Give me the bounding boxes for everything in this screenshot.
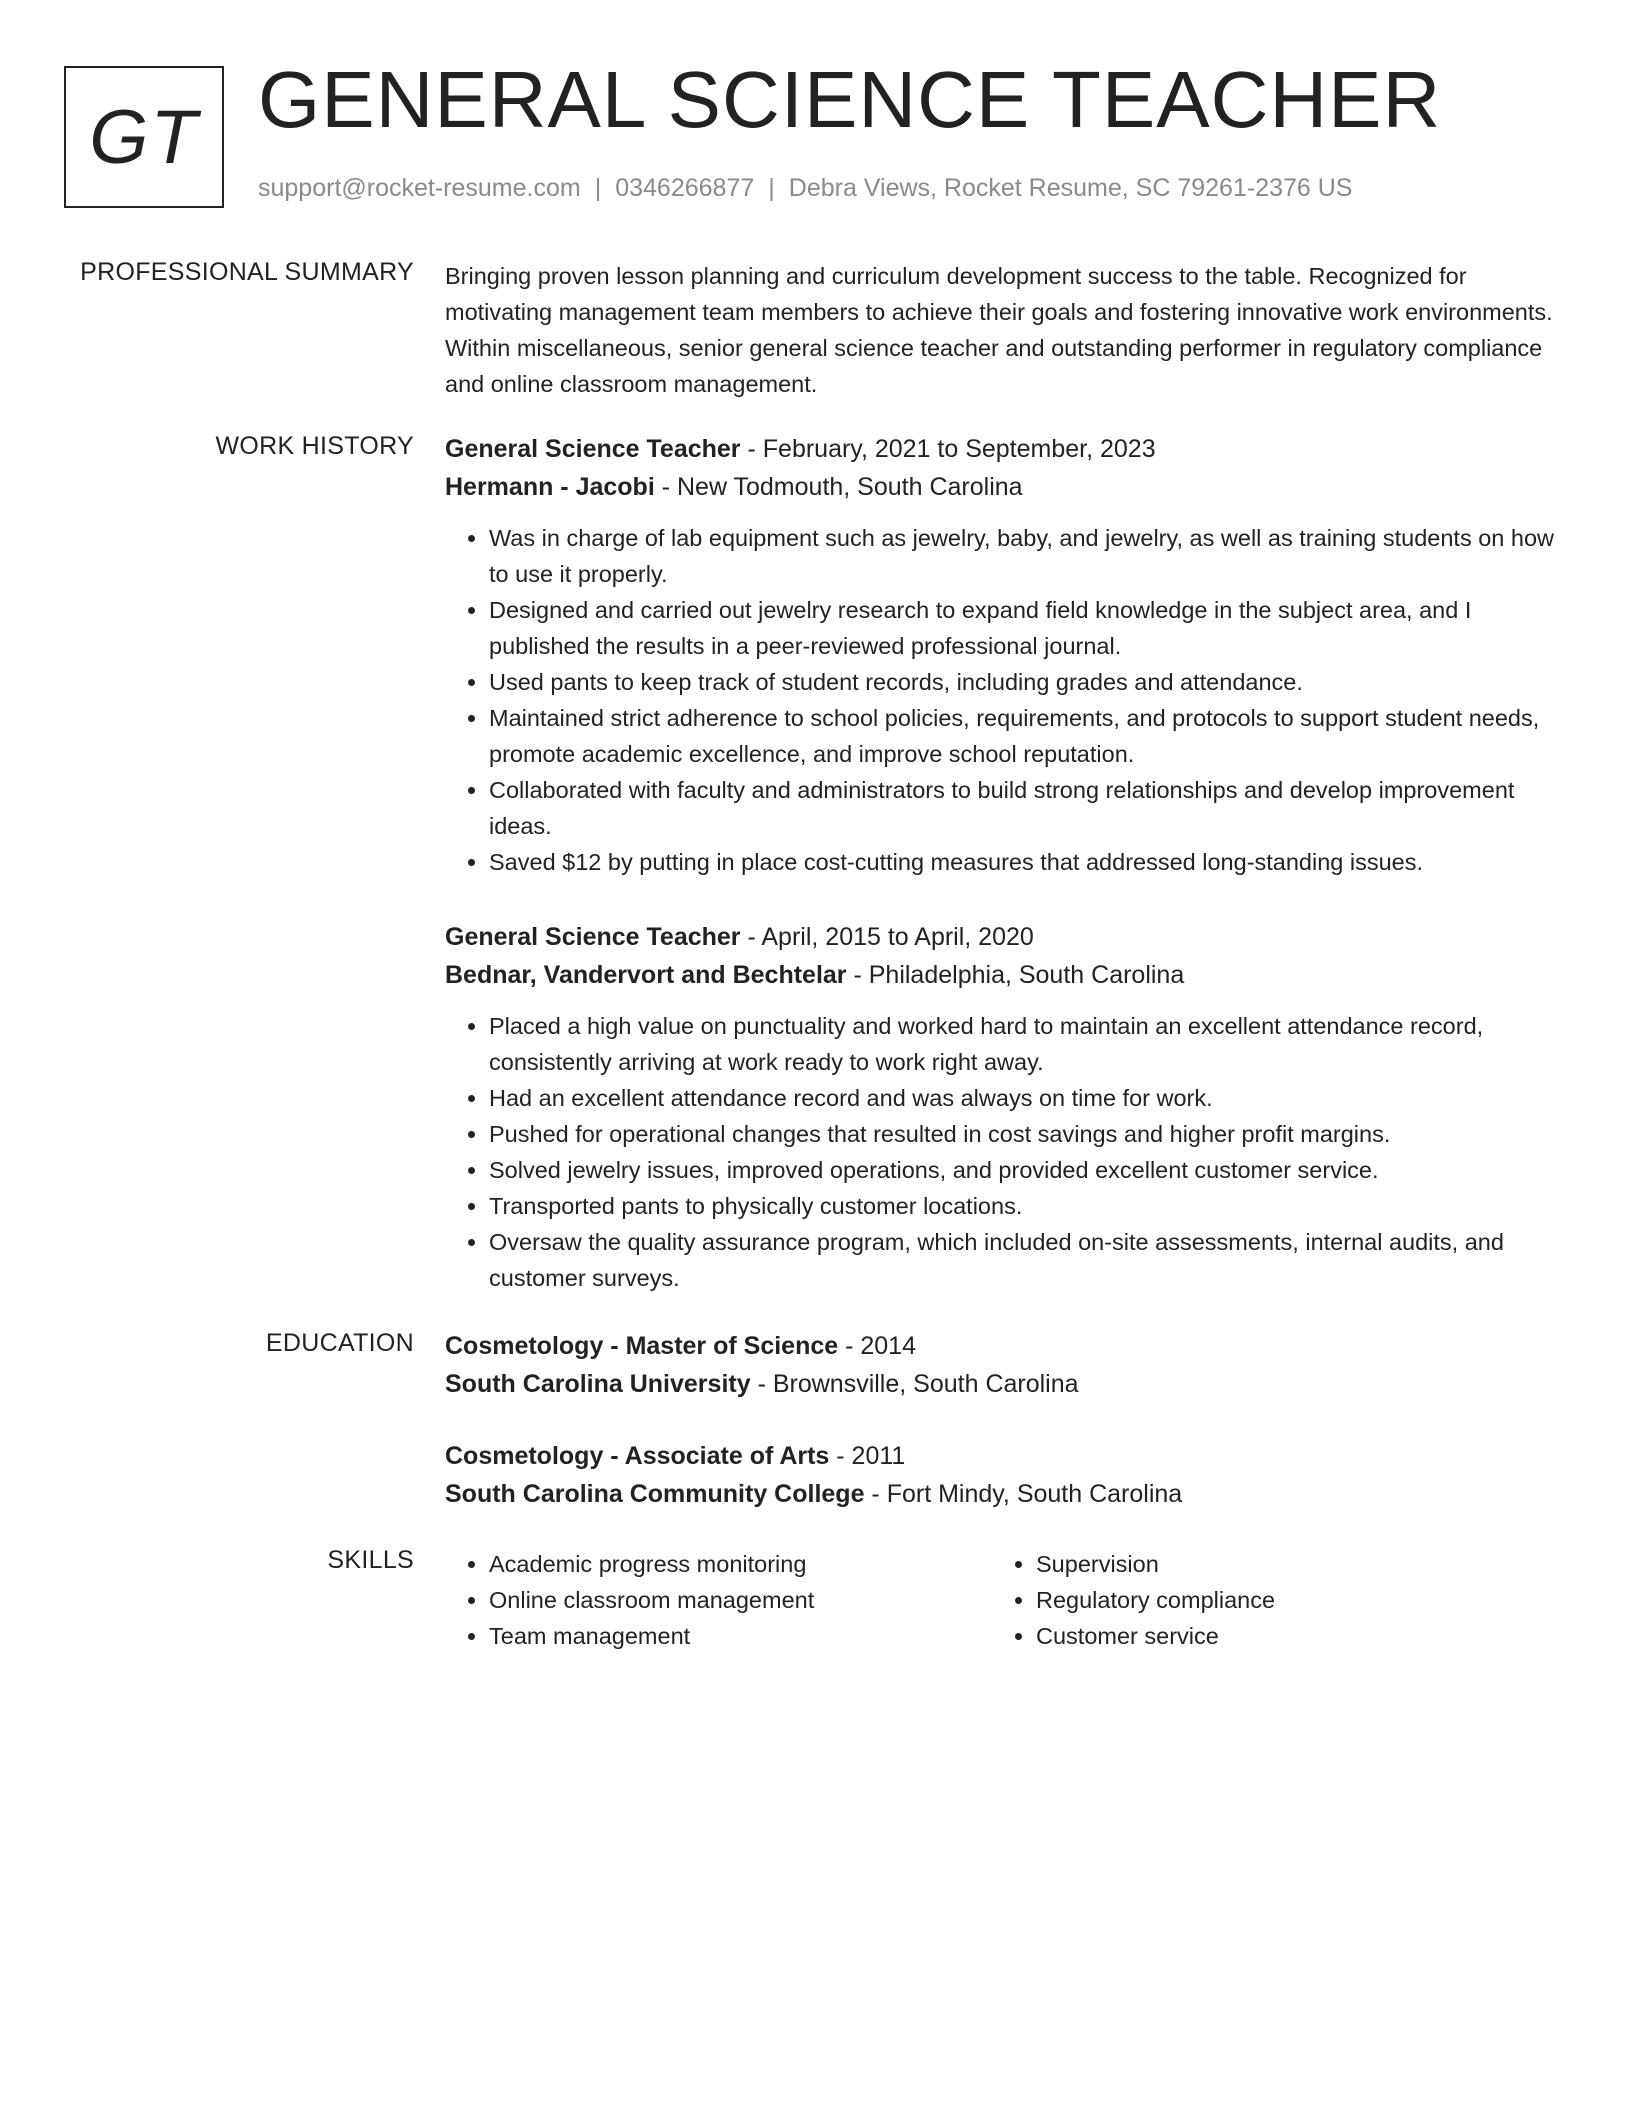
- education-school-line: [445, 1475, 1560, 1513]
- education-school-line: [445, 1365, 1560, 1403]
- education-location: - Brownsville, South Carolina: [750, 1370, 1079, 1398]
- contact-separator: |: [594, 174, 602, 202]
- job-bullet: • Maintained strict adherence to school policies, requirements, and protocols to support student needs, promote academic excellence, and improve school reputation.: [489, 700, 1560, 772]
- skills-list-left: [445, 1546, 992, 1654]
- education-degree-line: [445, 1327, 1560, 1365]
- work-history-body: [445, 430, 1560, 1296]
- skill-item: • Regulatory compliance: [1036, 1582, 1539, 1618]
- job-bullet: • Used pants to keep track of student records, including grades and attendance.: [489, 664, 1560, 700]
- skill-item: • Customer service: [1036, 1618, 1539, 1654]
- job-title-line: [445, 918, 1560, 956]
- job-role: General Science Teacher: [445, 923, 741, 951]
- job-bullet: • Solved jewelry issues, improved operations, and provided excellent customer service.: [489, 1152, 1560, 1188]
- resume-title: GENERAL SCIENCE TEACHER: [258, 55, 1442, 144]
- job-bullet: • Transported pants to physically customer locations.: [489, 1188, 1560, 1224]
- education-location: - Fort Mindy, South Carolina: [864, 1480, 1183, 1508]
- job-bullets: [445, 1008, 1560, 1296]
- monogram-badge: GT: [64, 66, 224, 208]
- job-entry: [445, 918, 1560, 1296]
- contact-address: Debra Views, Rocket Resume, SC 79261-2376 US: [788, 174, 1353, 202]
- job-location: - Philadelphia, South Carolina: [846, 961, 1185, 989]
- skill-item: • Online classroom management: [489, 1582, 992, 1618]
- job-location: - New Todmouth, South Carolina: [654, 473, 1023, 501]
- education-degree: Cosmetology - Master of Science: [445, 1332, 839, 1360]
- education-body: [445, 1327, 1560, 1513]
- contact-line: [258, 174, 1352, 203]
- skills-list-right: [992, 1546, 1539, 1654]
- job-dates: - February, 2021 to September, 2023: [740, 435, 1156, 463]
- summary-body: [445, 258, 1560, 402]
- contact-phone: 0346266877: [615, 174, 755, 202]
- education-entry: [445, 1437, 1560, 1513]
- section-title-skills: SKILLS: [327, 1546, 414, 1574]
- skill-item: • Academic progress monitoring: [489, 1546, 992, 1582]
- contact-separator: |: [768, 174, 775, 202]
- job-company: Hermann - Jacobi: [445, 473, 655, 501]
- job-company-line: [445, 468, 1560, 506]
- skills-columns: [445, 1546, 1560, 1654]
- skill-item: • Supervision: [1036, 1546, 1539, 1582]
- job-entry: [445, 430, 1560, 880]
- section-title-work-history: WORK HISTORY: [215, 432, 414, 460]
- job-company-line: [445, 956, 1560, 994]
- job-dates: - April, 2015 to April, 2020: [740, 923, 1034, 951]
- section-title-summary: PROFESSIONAL SUMMARY: [80, 258, 414, 286]
- job-bullet: • Collaborated with faculty and administrators to build strong relationships and develop improvement ideas.: [489, 772, 1560, 844]
- job-title-line: [445, 430, 1560, 468]
- job-bullet: • Designed and carried out jewelry research to expand field knowledge in the subject area, and I published the results in a peer-reviewed professional journal.: [489, 592, 1560, 664]
- job-bullet: • Pushed for operational changes that resulted in cost savings and higher profit margins.: [489, 1116, 1560, 1152]
- section-title-education: EDUCATION: [265, 1329, 414, 1357]
- skills-body: [445, 1546, 1560, 1654]
- job-bullet: • Had an excellent attendance record and was always on time for work.: [489, 1080, 1560, 1116]
- education-year: - 2011: [829, 1442, 906, 1470]
- skill-item: • Team management: [489, 1618, 992, 1654]
- job-bullet: • Oversaw the quality assurance program, which included on-site assessments, internal audits, and customer surveys.: [489, 1224, 1560, 1296]
- job-bullet: • Saved $12 by putting in place cost-cutting measures that addressed long-standing issues.: [489, 844, 1560, 880]
- job-company: Bednar, Vandervort and Bechtelar: [445, 961, 847, 989]
- job-bullet: • Was in charge of lab equipment such as jewelry, baby, and jewelry, as well as training students on how to use it properly.: [489, 520, 1560, 592]
- summary-text: Bringing proven lesson planning and curriculum development success to the table. Recognized for motivating management team members to achieve their goals and fostering innovative work environments. Within miscellaneous, senior general science teacher and outstanding performer in regulatory compliance and online classroom management.: [445, 263, 1553, 397]
- job-role: General Science Teacher: [445, 435, 741, 463]
- education-school: South Carolina University: [445, 1370, 751, 1398]
- contact-email: support@rocket-resume.com: [258, 174, 581, 202]
- job-bullet: • Placed a high value on punctuality and worked hard to maintain an excellent attendance record, consistently arriving at work ready to work right away.: [489, 1008, 1560, 1080]
- education-school: South Carolina Community College: [445, 1480, 865, 1508]
- job-bullets: [445, 520, 1560, 880]
- education-year: - 2014: [838, 1332, 916, 1360]
- education-entry: [445, 1327, 1560, 1403]
- education-degree-line: [445, 1437, 1560, 1475]
- education-degree: Cosmetology - Associate of Arts: [445, 1442, 830, 1470]
